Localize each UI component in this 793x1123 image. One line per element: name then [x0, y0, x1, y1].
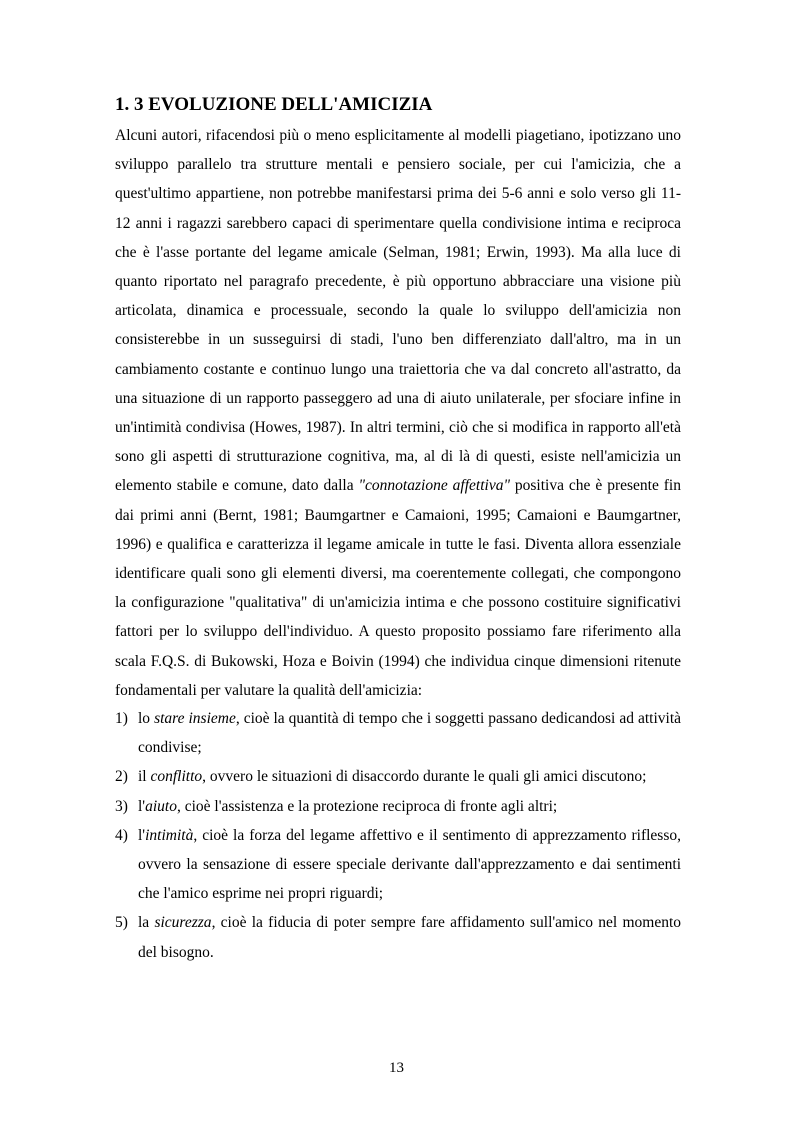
list-item-text-after: , cioè l'assistenza e la protezione reciproca di fronte agli altri; — [176, 797, 558, 815]
list-item — [115, 704, 681, 762]
list-item-text-before: lo — [138, 710, 155, 727]
list-item-term: intimità — [145, 826, 194, 844]
list-item-number: 1) — [115, 710, 128, 727]
list-item-text-before: l' — [138, 826, 146, 844]
list-item-text-before: la — [138, 914, 155, 932]
list-item — [115, 792, 681, 821]
list-item — [115, 821, 681, 909]
list-item — [115, 908, 681, 966]
dimensions-list — [115, 704, 681, 967]
paragraph-text-part-1: Alcuni autori, rifacendosi più o meno esplicitamente al modelli piagetiano, ipotizzano uno sviluppo parallelo tra strutture mentali e pensiero sociale, per cui l'amicizia, che a quest'ultimo appartiene, non potrebbe manifestarsi prima dei 5-6 anni e solo verso gli 11-12 anni i ragazzi sarebbero capaci di sperimentare quella condivisione intima e reciproca che è l'asse portante del legame amicale (Selman, 1981; Erwin, 1993). Ma alla luce di quanto riportato nel paragrafo precedente, è più opportuno abbracciare una visione più articolata, dinamica e processuale, secondo la quale lo sviluppo dell'amicizia non consisterebbe in un susseguirsi di stadi, l'uno ben differenziato dall'altro, ma in un cambiamento costante e continuo lungo una traiettoria che va dal concreto all'astratto, da una situazione di un rapporto passeggero ad una di aiuto unilaterale, per sfociare infine in un'intimità condivisa (Howes, 1987). In altri termini, ciò che si modifica in rapporto all'età sono gli aspetti di strutturazione cognitiva, ma, al di là di questi, esiste nell'amicizia un elemento stabile e comune, dato dalla — [115, 127, 681, 495]
list-item-term: aiuto — [145, 797, 177, 815]
list-item-term: conflitto — [150, 768, 203, 786]
list-item-term: stare insieme — [154, 710, 236, 727]
list-item-text-after: , cioè la fiducia di poter sempre fare affidamento sull'amico nel momento del bisogno. — [138, 914, 681, 961]
list-item-term: sicurezza — [154, 914, 212, 932]
list-item-number: 3) — [115, 797, 128, 815]
paragraph-text-part-2: positiva che è presente fin dai primi anni (Bernt, 1981; Baumgartner e Camaioni, 1995; Camaioni e Baumgartner, 1996) e qualifica e caratterizza il legame amicale in tutte le fasi. Diventa allora essenziale identificare quali sono gli elementi diversi, ma coerentemente collegati, che compongono la configurazione "qualitativa" di un'amicizia intima e che possono costituire significativi fattori per lo sviluppo dell'individuo. A questo proposito possiamo fare riferimento alla scala F.Q.S. di Bukowski, Hoza e Boivin (1994) che individua cinque dimensioni ritenute fondamentali per valutare la qualità dell'amicizia: — [115, 477, 681, 699]
body-paragraph — [115, 121, 681, 705]
list-item-text-before: l' — [138, 797, 146, 815]
list-item-number: 2) — [115, 768, 128, 786]
list-item — [115, 762, 681, 791]
list-item-number: 4) — [115, 826, 128, 844]
section-heading: 1. 3 EVOLUZIONE DELL'AMICIZIA — [115, 94, 433, 115]
list-item-text-after: , cioè la quantità di tempo che i soggetti passano dedicandosi ad attività condivise; — [138, 710, 681, 757]
paragraph-italic-phrase: "connotazione affettiva" — [358, 477, 510, 495]
list-item-number: 5) — [115, 914, 128, 932]
list-item-text-after: , ovvero le situazioni di disaccordo durante le quali gli amici discutono; — [202, 768, 647, 786]
page-number: 13 — [389, 1060, 404, 1076]
list-item-text-before: il — [138, 768, 151, 786]
list-item-text-after: , cioè la forza del legame affettivo e il sentimento di apprezzamento riflesso, ovvero la sensazione di essere speciale derivante dall'apprezzamento e dai sentimenti che l'amico esprime nei propri riguardi; — [138, 826, 681, 903]
